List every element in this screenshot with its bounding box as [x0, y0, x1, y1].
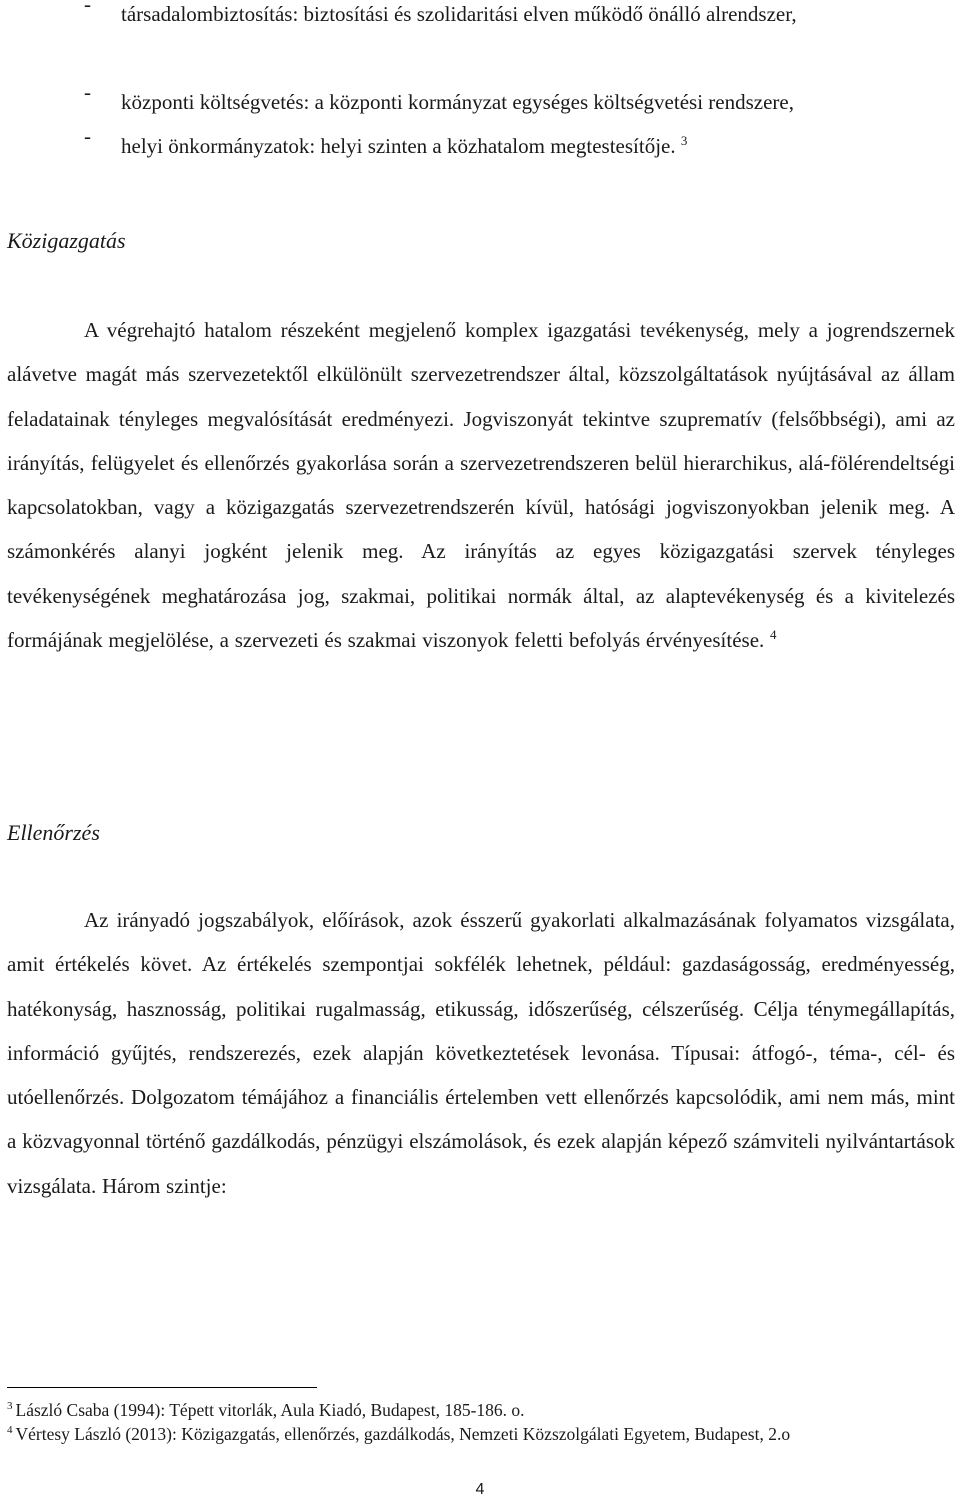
footnote-text: László Csaba (1994): Tépett vitorlák, Aula Kiadó, Budapest, 185-186. o. — [15, 1400, 525, 1420]
section-paragraph — [7, 308, 955, 662]
footnote — [7, 1398, 952, 1422]
list-dash: - — [84, 124, 91, 148]
list-dash: - — [84, 80, 91, 104]
paragraph-text: Az irányadó jogszabályok, előírások, azok ésszerű gyakorlati alkalmazásának folyamatos vizsgálata, amit értékelés követ. Az értékelés szempontjai sokfélék lehetnek, például: gazdaságosság, eredményesség, hatékonyság, hasznosság, politikai rugalmasság, etikusság, időszerűség, célszerűség. Célja ténymegállapítás, információ gyűjtés, rendszerezés, ezek alapján következtetések levonása. Típusai: átfogó-, téma-, cél- és utóellenőrzés. Dolgozatom témájához a financiális értelemben vett ellenőrzés kapcsolódik, ami nem más, mint a közvagyonnal történő gazdálkodás, pénzügyi elszámolások, és ezek alapján képező számviteli nyilvántartások vizsgálata. Három szintje: — [7, 908, 955, 1198]
list-item-text-wrap — [121, 124, 955, 168]
footnote-reference[interactable]: 4 — [770, 627, 777, 643]
footnote — [7, 1422, 952, 1446]
section-paragraph — [7, 898, 955, 1208]
list-item-text: helyi önkormányzatok: helyi szinten a közhatalom megtestesítője. — [121, 134, 676, 158]
footnote-separator — [7, 1387, 317, 1388]
paragraph-text: A végrehajtó hatalom részeként megjelenő komplex igazgatási tevékenység, mely a jogrendszernek alávetve magát más szervezetektől elkülönült szervezetrendszer által, közszolgáltatások nyújtásával az állam feladatainak tényleges megvalósítását eredményezi. Jogviszonyát tekintve szuprematív (felsőbbségi), ami az irányítás, felügyelet és ellenőrzés gyakorlása során a szervezetrendszeren belül hierarchikus, alá-fölérendeltségi kapcsolatokban, vagy a közigazgatás szervezetrendszerén kívül, hatósági jogviszonyokban jelenik meg. A számonkérés alanyi jogként jelenik meg. Az irányítás az egyes közigazgatási szervek tényleges tevékenységének meghatározása jog, szakmai, politikai normák által, az alaptevékenység és a kivitelezés formájának megjelölése, a szervezeti és szakmai viszonyok feletti befolyás érvényesítése. — [7, 318, 955, 653]
section-heading: Közigazgatás — [7, 228, 126, 253]
list-dash: - — [84, 0, 91, 16]
footnote-number: 3 — [7, 1400, 13, 1413]
footnote-text: Vértesy László (2013): Közigazgatás, ellenőrzés, gazdálkodás, Nemzeti Közszolgálati Egyetem, Budapest, 2.o — [15, 1424, 791, 1444]
list-item-text: társadalombiztosítás: biztosítási és szolidaritási elven működő önálló alrendszer, — [121, 2, 797, 26]
footnote-reference[interactable]: 3 — [680, 133, 688, 148]
footnotes — [7, 1398, 952, 1446]
page-number: 4 — [475, 1481, 485, 1498]
section-heading: Ellenőrzés — [7, 820, 100, 845]
footnote-number: 4 — [7, 1424, 13, 1437]
list-item-text: központi költségvetés: a központi kormányzat egységes költségvetési rendszere, — [121, 90, 794, 114]
